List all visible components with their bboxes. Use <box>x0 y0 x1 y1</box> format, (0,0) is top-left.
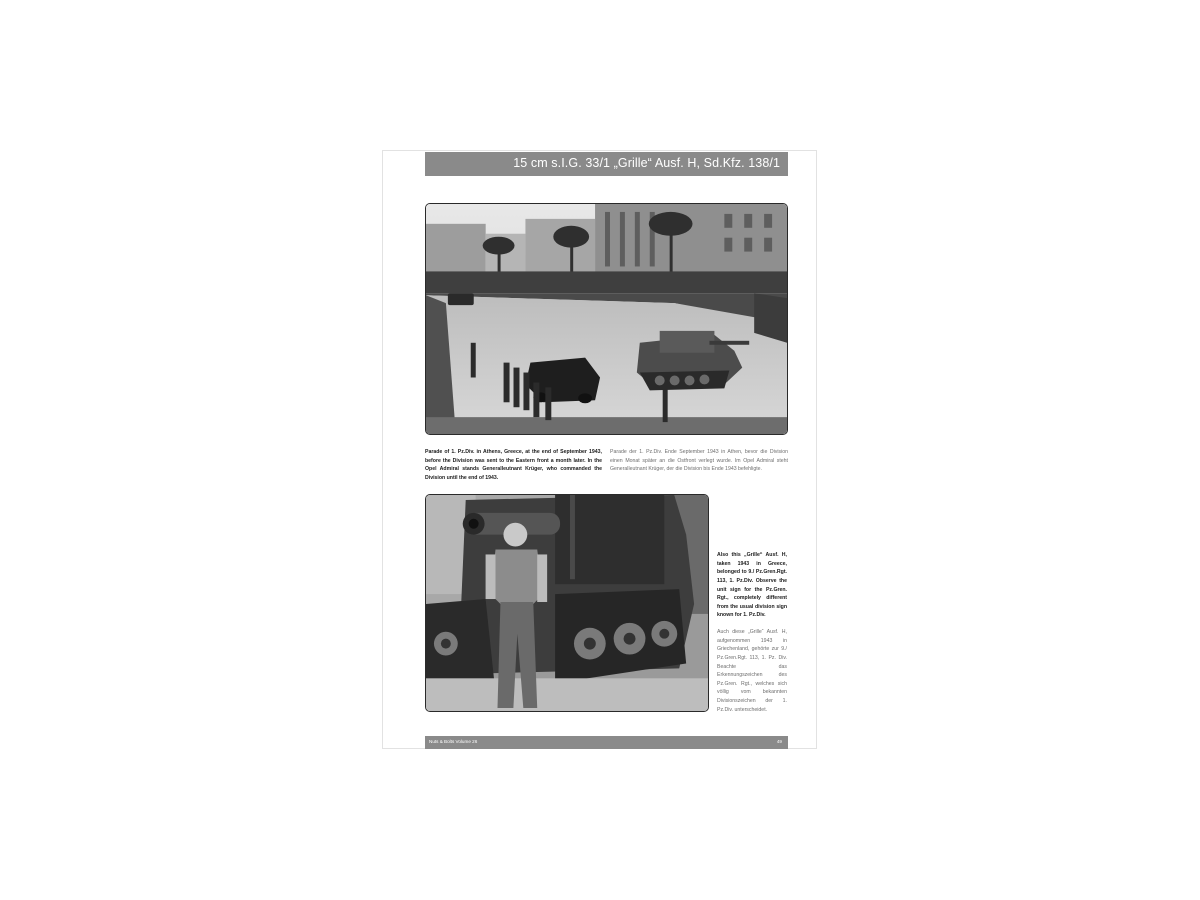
photo2-caption-german: Auch diese „Grille“ Ausf. H, aufgenommen 1943 in Griechenland, gehörte zur 9./ Pz.Gren.Rgt. 113, 1. Pz. Div. Beachte das Erkennungszeichen des Pz.Gren. Rgt., welches sich völlig vom bekannten Divisionszeichen der 1. Pz.Div. unterscheidet. <box>717 629 787 713</box>
parade-photo-image <box>426 204 787 434</box>
parade-photo <box>425 203 788 435</box>
footer-publication: Nuts & Bolts Volume 26 <box>429 739 478 744</box>
footer-bar <box>425 736 788 749</box>
photo1-caption-english: Parade of 1. Pz.Div. in Athens, Greece, at the end of September 1943, before the Division was sent to the Eastern front a month later. In the Opel Admiral stands Generalleutnant Krüger, who commanded the Division until the end of 1943. <box>425 449 602 481</box>
page-number: 49 <box>776 739 782 744</box>
photo1-caption-german: Parade der 1. Pz.Div. Ende September 1943 in Athen, bevor die Division einen Monat später an die Ostfront verlegt wurde. Im Opel Admiral steht Generalleutnant Krüger, der die Division bis Ende 1943 befehligte. <box>610 449 788 473</box>
grille-soldier-photo-image <box>426 495 708 711</box>
header-bar <box>425 152 788 176</box>
document-page <box>382 150 817 749</box>
page-title: 15 cm s.I.G. 33/1 „Grille“ Ausf. H, Sd.Kfz. 138/1 <box>513 156 780 170</box>
grille-soldier-photo <box>425 494 709 712</box>
photo2-caption-english: Also this „Grille“ Ausf. H, taken 1943 in Greece, belonged to 9./ Pz.Gren.Rgt. 113, 1. Pz.Div. Observe the unit sign for the Pz.Gren. Rgt., completely different from the usual division sign known for 1. Pz.Div. <box>717 552 787 619</box>
